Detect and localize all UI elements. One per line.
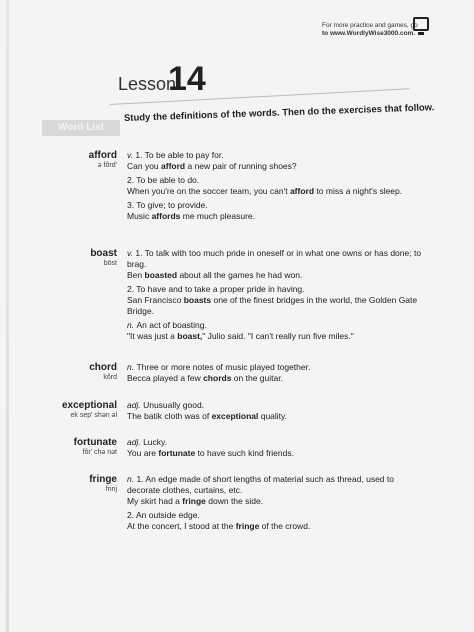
definition (127, 248, 427, 281)
target-word: fringe (235, 521, 260, 531)
promo-line-2: to www.WordlyWise3000.com. (322, 30, 416, 37)
example-text: Can you (127, 161, 162, 171)
definition-text: 1. To talk with too much pride in oneself or in what one owns or has done; to brag. (127, 248, 422, 269)
example-text: My skirt had a (127, 496, 183, 506)
headword: fringe (89, 474, 117, 485)
definition-text: An act of boasting. (136, 320, 207, 330)
definition-text: Unusually good. (143, 400, 205, 410)
example-sentence (127, 161, 427, 172)
example-text: on the guitar. (231, 373, 283, 383)
part-of-speech: n. (127, 320, 137, 330)
part-of-speech: n. (127, 362, 137, 372)
definitions (127, 474, 427, 535)
pronunciation: kôrd (103, 374, 117, 381)
example-text: of the crowd. (259, 521, 311, 531)
example-text: Music (127, 211, 152, 221)
computer-monitor-icon (413, 17, 429, 31)
definition-text: 1. To be able to pay for. (135, 150, 224, 160)
page-gutter-shadow (6, 0, 9, 632)
example-sentence (127, 496, 427, 507)
example-text: Becca played a few (127, 373, 204, 383)
definition (127, 362, 427, 384)
example-sentence (127, 411, 427, 422)
pronunciation: ek sep' shən əl (70, 412, 117, 419)
example-text: You are (127, 448, 159, 458)
headword: boast (90, 248, 117, 259)
lesson-number: 14 (168, 60, 206, 98)
pronunciation: ə fôrd' (97, 162, 117, 169)
example-sentence (127, 295, 427, 317)
headword: afford (88, 150, 117, 161)
target-word: afford (289, 186, 315, 196)
definition (127, 175, 427, 197)
example-text: " Julio said. "I can't really run five miles." (202, 331, 354, 341)
definition-text: 2. An outside edge. (127, 510, 200, 520)
example-sentence (127, 186, 427, 197)
promo-line-1: For more practice and games, go (322, 22, 418, 29)
example-text: me much pleasure. (180, 211, 256, 221)
definition (127, 150, 427, 172)
part-of-speech: n. (127, 474, 137, 484)
definition (127, 400, 427, 422)
example-text: to miss a night's sleep. (314, 186, 403, 196)
part-of-speech: adj. (127, 437, 144, 447)
example-text: When you're on the soccer team, you can't (127, 186, 290, 196)
definitions (127, 362, 427, 387)
definition (127, 200, 427, 222)
part-of-speech: adj. (127, 400, 144, 410)
definition-text: 1. An edge made of short lengths of material such as thread, used to decorate clothes, curtains, etc. (127, 474, 394, 495)
example-text: The batik cloth was of (127, 411, 212, 421)
example-sentence (127, 373, 427, 384)
definition (127, 437, 427, 459)
example-text: quality. (258, 411, 288, 421)
pronunciation: fôr' chə nət (82, 449, 117, 456)
headword: fortunate (73, 437, 117, 448)
target-word: fringe (182, 496, 206, 506)
example-text: down the side. (205, 496, 264, 506)
example-sentence (127, 270, 427, 281)
pronunciation: bōst (103, 260, 117, 267)
definition-text: Three or more notes of music played together. (136, 362, 311, 372)
definition-text: 3. To give; to provide. (127, 200, 208, 210)
definition (127, 510, 427, 532)
example-text: "It was just a (127, 331, 178, 341)
definition (127, 284, 427, 317)
instructions: Study the definitions of the words. Then do the exercises that follow. (123, 102, 435, 124)
target-word: boasted (144, 270, 178, 280)
example-text: about all the games he had won. (177, 270, 303, 280)
definition-text: 2. To have and to take a proper pride in having. (127, 284, 305, 294)
definition (127, 474, 427, 507)
target-word: chords (203, 373, 232, 383)
part-of-speech: v. (127, 150, 136, 160)
target-word: fortunate (158, 448, 196, 458)
example-text: a new pair of running shoes? (185, 161, 297, 171)
example-text: San Francisco (127, 295, 184, 305)
target-word: afford (161, 161, 186, 171)
target-word: affords (151, 211, 181, 221)
definition (127, 320, 427, 342)
example-text: Ben (127, 270, 145, 280)
target-word: boasts (183, 295, 212, 305)
definition-text: 2. To be able to do. (127, 175, 200, 185)
example-sentence (127, 521, 427, 532)
definitions (127, 400, 427, 425)
example-text: to have such kind friends. (195, 448, 294, 458)
target-word: boast, (177, 331, 203, 341)
definitions (127, 437, 427, 462)
example-text: At the concert, I stood at the (127, 521, 236, 531)
word-list-band: Word List (42, 120, 120, 136)
example-sentence (127, 331, 427, 342)
definitions (127, 248, 427, 345)
lesson-word: Lesson (118, 74, 177, 94)
example-sentence (127, 211, 427, 222)
headword: chord (89, 362, 117, 373)
definitions (127, 150, 427, 225)
headword: exceptional (61, 400, 117, 411)
example-sentence (127, 448, 427, 459)
target-word: exceptional (211, 411, 259, 421)
part-of-speech: v. (127, 248, 136, 258)
example-text: one of the finest bridges in the world, the Golden Gate Bridge. (127, 295, 418, 316)
definition-text: Lucky. (143, 437, 168, 447)
pronunciation: frinj (105, 486, 117, 493)
